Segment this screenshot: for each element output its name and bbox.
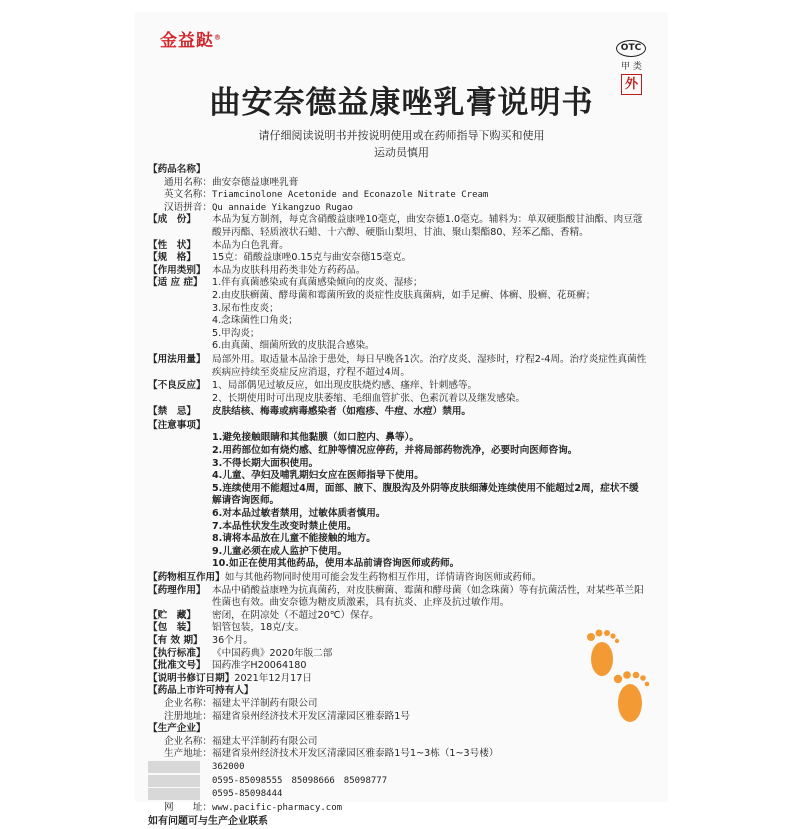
contact-footer: 如有问题可与生产企业联系 — [148, 816, 268, 828]
maker-section: 【生产企业】 — [148, 723, 206, 735]
website-row — [148, 802, 648, 815]
category-label: 【作用类别】 — [148, 264, 206, 276]
maker-company-row — [148, 736, 648, 749]
zip-row — [148, 761, 648, 775]
adverse-item: 2、长期使用时可出现皮肤萎缩、毛细血管扩张、色素沉着以及继发感染。 — [212, 392, 526, 404]
adverse-item: 1、局部偶见过敏反应，如出现皮肤烧灼感、瘙痒、针刺感等。 — [212, 380, 478, 392]
leaflet-body — [148, 164, 648, 829]
holder-address-label: 注册地址： — [164, 710, 212, 722]
holder-company-row — [148, 698, 648, 711]
caution-row — [148, 420, 648, 433]
holder-address: 福建省泉州经济技术开发区清濛园区雅泰路1号 — [212, 710, 410, 722]
caution-item: 9.儿童必须在成人监护下使用。 — [212, 545, 348, 557]
redacted-label — [148, 775, 200, 787]
interaction-label: 【药物相互作用】 — [148, 572, 225, 583]
english-name-row — [148, 189, 648, 202]
pinyin-row — [148, 202, 648, 215]
drug-name-section: 【药品名称】 — [148, 164, 206, 175]
redacted-label — [148, 761, 200, 773]
validity: 36个月。 — [212, 634, 253, 646]
appearance: 本品为白色乳膏。 — [212, 239, 289, 251]
revision: 2021年12月17日 — [234, 672, 312, 684]
validity-label: 【有 效 期】 — [148, 634, 203, 646]
otc-class: 甲 类 — [621, 62, 642, 72]
website: www.pacific-pharmacy.com — [212, 802, 343, 813]
caution-item: 8.请将本品放在儿童不能接触的地方。 — [212, 533, 376, 545]
category-row — [148, 265, 648, 278]
contra: 皮肤结核、梅毒或病毒感染者（如疱疹、牛痘、水痘）禁用。 — [212, 406, 472, 418]
composition-row — [148, 214, 648, 239]
common-name-row — [148, 177, 648, 190]
pharm: 本品中硝酸益康唑为抗真菌药，对皮肤癣菌、霉菌和酵母菌（如念珠菌）等有抗菌活性，对某些革兰阳性菌也有效。曲安奈德为糖皮质激素，具有抗炎、止痒及抗过敏作用。 — [212, 584, 644, 609]
holder-section: 【药品上市许可持有人】 — [148, 685, 254, 697]
indication-item: 2.由皮肤癣菌、酵母菌和霉菌所致的炎症性皮肤真菌病，如手足癣、体癣、股癣、花斑癣； — [212, 289, 596, 301]
adverse-row — [148, 380, 648, 393]
adverse-list — [148, 393, 648, 406]
adverse-label: 【不良反应】 — [148, 380, 206, 392]
maker-address-label: 生产地址： — [164, 748, 212, 760]
standard: 《中国药典》2020年版二部 — [212, 647, 333, 659]
pinyin-label: 汉语拼音： — [164, 201, 212, 213]
revision-row — [148, 673, 648, 686]
phone-1: 0595-85098555 85098666 85098777 — [212, 775, 388, 786]
indication-label: 【适 应 症】 — [148, 277, 203, 289]
caution-item: 7.本品性状发生改变时禁止使用。 — [212, 520, 357, 532]
registered-mark: ® — [214, 33, 222, 42]
otc-badge: OTC — [616, 40, 646, 57]
maker-address-row — [148, 748, 648, 761]
usage-notice: 请仔细阅读说明书并按说明使用或在药师指导下购买和使用 — [258, 129, 545, 142]
indication-item: 6.由真菌、细菌所致的皮肤混合感染。 — [212, 340, 375, 352]
athlete-warning: 运动员慎用 — [374, 146, 429, 159]
zip: 362000 — [212, 761, 245, 772]
phone-2: 0595-85098444 — [212, 789, 283, 800]
caution-item: 10.如正在使用其他药品，使用本品前请咨询医师或药师。 — [212, 558, 460, 570]
category: 本品为皮肤科用药类非处方药药品。 — [212, 264, 366, 276]
approval-row — [148, 660, 648, 673]
redacted-label — [148, 788, 200, 800]
holder-company: 福建太平洋制药有限公司 — [212, 697, 318, 709]
caution-item: 3.不得长期大面积使用。 — [212, 457, 319, 469]
interaction: 如与其他药物同时使用可能会发生药物相互作用，详情请咨询医师或药师。 — [224, 572, 542, 583]
right-footprint-icon — [614, 671, 650, 722]
common-name: 曲安奈德益康唑乳膏 — [212, 176, 299, 188]
standard-row — [148, 648, 648, 661]
indication-item: 4.念珠菌性口角炎； — [212, 315, 298, 327]
interaction-row — [148, 572, 648, 585]
english-name-label: 英文名称： — [164, 189, 212, 201]
spec-label: 【规 格】 — [148, 252, 196, 264]
page-title: 曲安奈德益康唑乳膏说明书 — [209, 85, 594, 121]
package-label: 【包 装】 — [148, 622, 196, 634]
caution-item: 5.连续使用不能超过4周，面部、腋下、腹股沟及外阴等皮肤细薄处连续使用不能超过2周，症状不缓解请咨询医师。 — [212, 482, 639, 507]
indication-item: 3.尿布性皮炎； — [212, 302, 279, 314]
caution-label: 【注意事项】 — [148, 419, 206, 431]
pharm-label: 【药理作用】 — [148, 584, 206, 596]
brand-logo — [160, 26, 222, 51]
maker-company-label: 企业名称： — [164, 735, 212, 747]
external-use-badge: 外 — [621, 74, 642, 95]
approval-label: 【批准文号】 — [148, 660, 206, 672]
pinyin: Qu annaide Yikangzuo Rugao — [212, 202, 353, 213]
caution-item: 6.对本品过敏者禁用，过敏体质者慎用。 — [212, 508, 386, 520]
composition-label: 【成 份】 — [148, 214, 196, 226]
maker-company: 福建太平洋制药有限公司 — [212, 735, 318, 747]
english-name: Triamcinolone Acetonide and Econazole Nitrate Cream — [212, 190, 489, 201]
caution-item: 2.用药部位如有烧灼感、红肿等情况应停药，并将局部药物洗净，必要时向医师咨询。 — [212, 445, 578, 457]
caution-item: 4.儿童、孕妇及哺乳期妇女应在医师指导下使用。 — [212, 470, 424, 482]
contra-row — [148, 406, 648, 419]
indication-item: 1.伴有真菌感染或有真菌感染倾向的皮炎、湿疹； — [212, 277, 423, 289]
common-name-label: 通用名称： — [164, 176, 212, 188]
package: 铝管包装，18克/支。 — [212, 622, 305, 634]
validity-row — [148, 635, 648, 648]
usage: 局部外用。取适量本品涂于患处，每日早晚各1次。治疗皮炎、湿疹时，疗程2-4周。治疗炎症性真菌性疾病应持续至炎症反应消退，疗程不超过4周。 — [212, 353, 647, 378]
indication-row — [148, 277, 648, 290]
appearance-label: 【性 状】 — [148, 239, 196, 251]
footprint-decoration — [580, 625, 662, 735]
storage: 密闭，在阴凉处（不超过20℃）保存。 — [212, 609, 379, 621]
usage-row — [148, 354, 648, 379]
approval: 国药准字H20064180 — [212, 660, 307, 672]
contra-label: 【禁 忌】 — [148, 406, 196, 418]
indication-item: 5.甲沟炎； — [212, 327, 260, 339]
spec: 15克：硝酸益康唑0.15克与曲安奈德15毫克。 — [212, 252, 412, 264]
caution-list — [148, 432, 648, 571]
pharm-row — [148, 585, 648, 610]
package-row — [148, 622, 648, 635]
revision-label: 【说明书修订日期】 — [148, 672, 235, 684]
indication-list — [148, 290, 648, 353]
storage-row — [148, 610, 648, 623]
composition: 本品为复方制剂，每克含硝酸益康唑10毫克，曲安奈德1.0毫克。辅料为：单双硬脂酸甘油酯、肉豆蔻酸异丙酯、轻质液状石蜡、十六醇、硬脂山梨坦、甘油、聚山梨酯80、羟苯乙酯、香精。 — [212, 214, 643, 238]
standard-label: 【执行标准】 — [148, 647, 206, 659]
holder-company-label: 企业名称： — [164, 697, 212, 709]
website-label: 网 址： — [164, 801, 212, 813]
storage-label: 【贮 藏】 — [148, 609, 196, 621]
brand-name: 金益跶 — [160, 31, 214, 51]
left-footprint-icon — [587, 630, 619, 677]
spec-row — [148, 252, 648, 265]
caution-item: 1.避免接触眼睛和其他黏膜（如口腔内、鼻等）。 — [212, 432, 419, 444]
appearance-row — [148, 240, 648, 253]
usage-label: 【用法用量】 — [148, 353, 206, 365]
holder-address-row — [148, 711, 648, 724]
maker-address: 福建省泉州经济技术开发区清濛园区雅泰路1号1~3栋（1~3号楼） — [212, 748, 499, 760]
phone-row — [148, 775, 648, 789]
